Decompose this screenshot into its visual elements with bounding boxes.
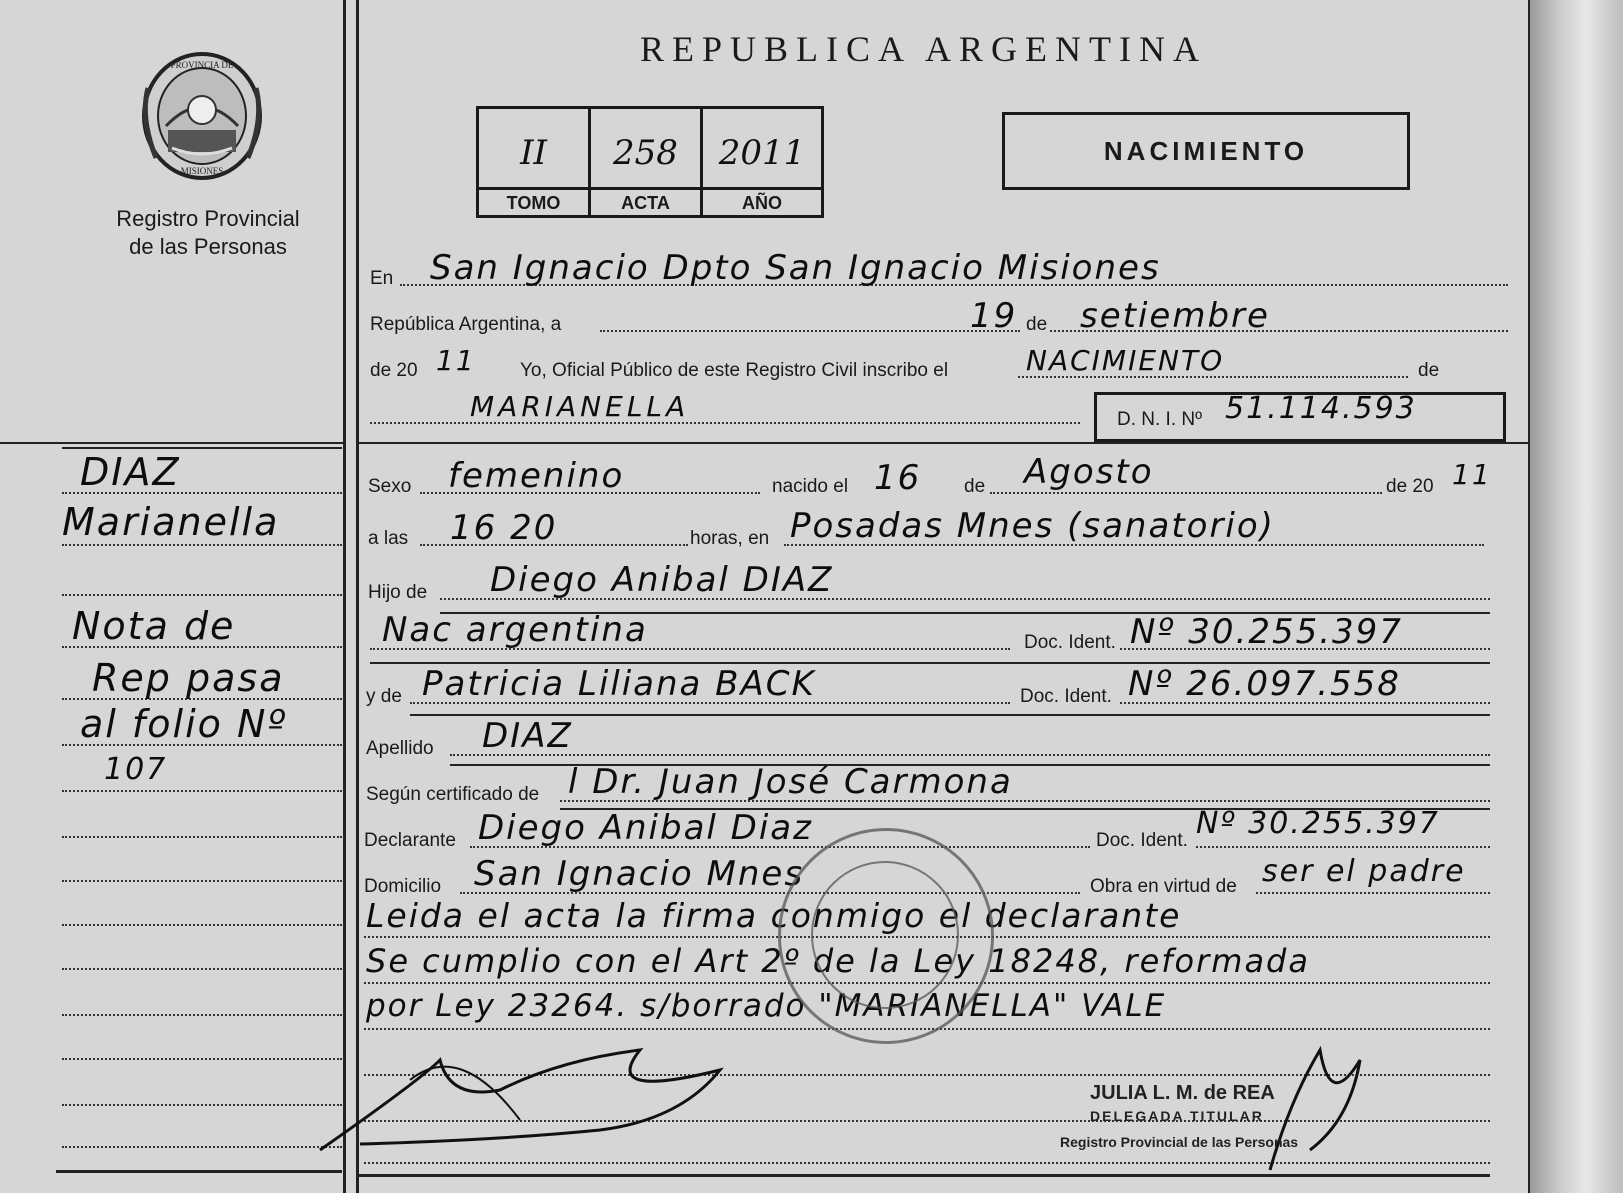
- acta-label: ACTA: [591, 187, 703, 217]
- nacido-year-value: 11: [1452, 458, 1492, 491]
- republica-label: República Argentina, a: [370, 314, 562, 335]
- obs-line-2-text: Se cumplio con el Art 2º de la Ley 18248, reformada: [366, 942, 1310, 980]
- margin-line-9: [62, 880, 342, 882]
- declarante-label: Declarante: [364, 830, 456, 851]
- sexo-value: femenino: [448, 456, 625, 496]
- margin-line-2: [62, 544, 342, 546]
- year-suffix-value: 11: [436, 344, 476, 377]
- margin-given-name: Marianella: [62, 500, 280, 544]
- madre-doc-value: Nº 26.097.558: [1128, 664, 1401, 704]
- book-reference-box: [476, 106, 824, 218]
- margin-bottom-border: [56, 1170, 342, 1173]
- de-label-2: de: [1418, 360, 1440, 381]
- signatory-name: JULIA L. M. de REA: [1090, 1082, 1275, 1104]
- en-value: San Ignacio Dpto San Ignacio Misiones: [430, 248, 1161, 288]
- yde-label: y de: [366, 686, 402, 707]
- anio-label: AÑO: [703, 187, 821, 217]
- day-value: 19: [970, 296, 1018, 336]
- record-type-box: NACIMIENTO: [1002, 112, 1410, 190]
- madre-doc-label: Doc. Ident.: [1020, 686, 1112, 707]
- hijo-label: Hijo de: [368, 582, 428, 603]
- name-value: MARIANELLA: [470, 390, 690, 423]
- sexo-label: Sexo: [368, 476, 412, 497]
- inscribo-value: NACIMIENTO: [1026, 344, 1225, 377]
- madre-value: Patricia Liliana BACK: [422, 664, 816, 704]
- delegate-signature: [1250, 1040, 1390, 1180]
- official-signature: [300, 1020, 800, 1160]
- margin-line-3: [62, 594, 342, 596]
- alas-label: a las: [368, 528, 409, 549]
- margin-note-2: Rep pasa: [92, 656, 285, 700]
- main-left-border: [356, 0, 359, 1193]
- obra-label: Obra en virtud de: [1090, 876, 1237, 897]
- margin-surname: DIAZ: [80, 450, 181, 494]
- nacido-label: nacido el: [772, 476, 849, 497]
- certificado-value: l Dr. Juan José Carmona: [568, 762, 1013, 802]
- acta-cell: [591, 109, 703, 189]
- certificado-label: Según certificado de: [366, 784, 540, 805]
- inscribo-label: Yo, Oficial Público de este Registro Civil inscribo el: [520, 360, 949, 381]
- registry-name: [72, 205, 344, 261]
- margin-note-1: Nota de: [72, 604, 236, 648]
- obs-line-1-text: Leida el acta la firma conmigo el declarante: [366, 896, 1182, 935]
- anio-cell: [703, 109, 821, 189]
- apellido-line: [450, 754, 1490, 756]
- country-title: REPUBLICA ARGENTINA: [640, 29, 1208, 69]
- registry-name-line1: Registro Provincial: [116, 206, 300, 231]
- page-edge-shadow: [1530, 0, 1623, 1193]
- nacido-de-label: de: [964, 476, 986, 497]
- crest-top-text: PROVINCIA DE: [170, 60, 234, 70]
- signatory-role: DELEGADA TITULAR: [1090, 1108, 1264, 1124]
- declarante-value: Diego Anibal Diaz: [478, 808, 813, 848]
- obra-line: [1256, 892, 1490, 894]
- apellido-value: DIAZ: [482, 716, 573, 756]
- declarante-doc-value: Nº 30.255.397: [1196, 806, 1440, 841]
- padre-doc-value: Nº 30.255.397: [1130, 612, 1403, 652]
- tomo-value: II: [520, 133, 547, 173]
- horas-label: horas, en: [690, 528, 770, 549]
- main-top-divider: [356, 442, 1528, 444]
- province-crest-logo: [138, 48, 266, 183]
- margin-line-11: [62, 968, 342, 970]
- margin-note-3: al folio Nº: [80, 702, 288, 746]
- dni-label: D. N. I. Nº: [1117, 409, 1203, 430]
- lugar-value: Posadas Mnes (sanatorio): [790, 506, 1275, 546]
- year-prefix-label: de 20: [370, 360, 418, 381]
- obs-line-3-text: por Ley 23264. s/borrado "MARIANELLA" VALE: [366, 988, 1167, 1024]
- padre-doc-label: Doc. Ident.: [1024, 632, 1116, 653]
- apellido-label: Apellido: [366, 738, 434, 759]
- nacido-day: 16: [874, 458, 922, 498]
- crest-bottom-text: MISIONES: [180, 166, 224, 176]
- declarante-doc-label: Doc. Ident.: [1096, 830, 1188, 851]
- margin-line-8: [62, 836, 342, 838]
- domicilio-value: San Ignacio Mnes: [474, 854, 805, 894]
- nacido-month-line: [990, 492, 1382, 494]
- anio-value: 2011: [718, 133, 806, 173]
- acta-value: 258: [613, 133, 678, 173]
- tomo-label: TOMO: [479, 187, 591, 217]
- official-seal-inner: [811, 861, 959, 1009]
- domicilio-label: Domicilio: [364, 876, 442, 897]
- nacido-month: Agosto: [1024, 452, 1154, 492]
- tomo-cell: [479, 109, 591, 189]
- margin-divider-2: [62, 447, 342, 449]
- margin-note-4: 107: [104, 752, 168, 787]
- obra-value: ser el padre: [1262, 854, 1466, 889]
- en-label: En: [370, 268, 394, 289]
- margin-line-10: [62, 924, 342, 926]
- dni-box: [1094, 392, 1506, 442]
- alas-value: 16 20: [450, 508, 558, 548]
- declarante-doc-line: [1196, 846, 1490, 848]
- padre-value: Diego Anibal DIAZ: [490, 560, 834, 600]
- registry-name-line2: de las Personas: [129, 234, 287, 259]
- nacido-year-label: de 20: [1386, 476, 1434, 497]
- official-seal-stamp: [778, 828, 994, 1044]
- padre-nac-value: Nac argentina: [382, 610, 648, 650]
- margin-divider: [0, 442, 343, 444]
- month-value: setiembre: [1080, 296, 1270, 336]
- dni-value: 51.114.593: [1225, 391, 1417, 426]
- margin-line-12: [62, 1014, 342, 1016]
- signatory-office: Registro Provincial de las Personas: [1060, 1134, 1299, 1150]
- republica-line: [600, 330, 1020, 332]
- left-margin-border: [343, 0, 346, 1193]
- margin-line-7: [62, 790, 342, 792]
- de-label: de: [1026, 314, 1048, 335]
